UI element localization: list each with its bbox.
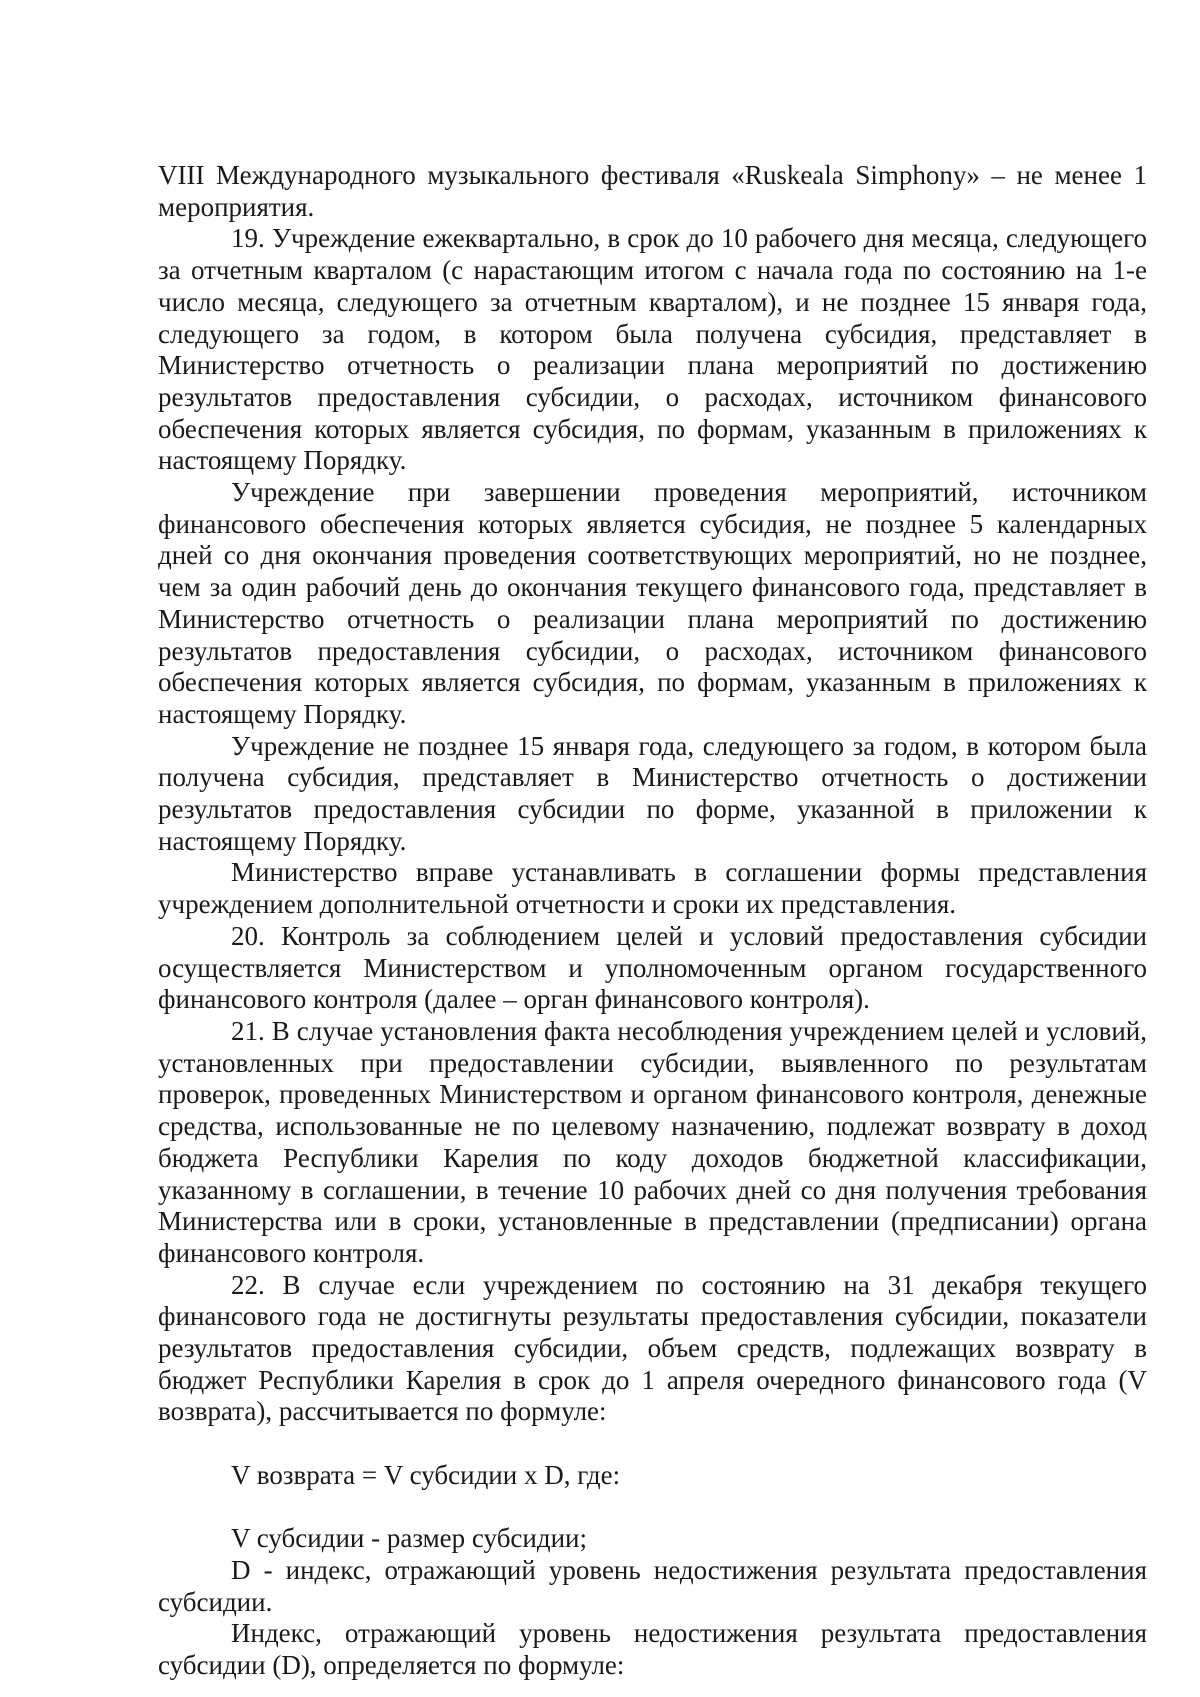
blank-line bbox=[158, 1428, 1147, 1460]
paragraph-clause-21: 21. В случае установления факта несоблюдения учреждением целей и условий, установленных при предоставлении субсидии, выявленного по результатам проверок, проведенных Министерством и органом финансового контроля, денежные средства, использованные не по целевому назначению, подлежат возврату в доход бюджета Республики Карелия по коду доходов бюджетной классификации, указанному в соглашении, в течение 10 рабочих дней со дня получения требования Министерства или в сроки, установленные в представлении (предписании) органа финансового контроля. bbox=[158, 1015, 1147, 1268]
definition-d-index: D - индекс, отражающий уровень недостижения результата предоставления субсидии. bbox=[158, 1554, 1147, 1617]
blank-line bbox=[158, 1492, 1147, 1524]
paragraph-clause-19: 19. Учреждение ежеквартально, в срок до 10 рабочего дня месяца, следующего за отчетным кварталом (с нарастающим итогом с начала года по состоянию на 1-е число месяца, следующего за отчетным кварталом), и не позднее 15 января года, следующего за годом, в котором была получена субсидия, представляет в Министерство отчетность о реализации плана мероприятий по достижению результатов предоставления субсидии, о расходах, источником финансового обеспечения которых является субсидия, по формам, указанным в приложениях к настоящему Порядку. bbox=[158, 223, 1147, 476]
document-body bbox=[158, 160, 1147, 1682]
paragraph-clause-20: 20. Контроль за соблюдением целей и условий предоставления субсидии осуществляется Министерством и уполномоченным органом государственного финансового контроля (далее – орган финансового контроля). bbox=[158, 920, 1147, 1015]
formula-refund: V возврата = V субсидии x D, где: bbox=[231, 1459, 621, 1490]
paragraph-index-formula-intro: Индекс, отражающий уровень недостижения результата предоставления субсидии (D), определяется по формуле: bbox=[158, 1618, 1147, 1681]
definition-v-subsidy: V субсидии - размер субсидии; bbox=[231, 1523, 587, 1554]
paragraph-annual-results-reporting: Учреждение не позднее 15 января года, следующего за годом, в котором была получена субсидия, представляет в Министерство отчетность о достижении результатов предоставления субсидии по форме, указанной в приложении к настоящему Порядку. bbox=[158, 730, 1147, 856]
paragraph-event-completion-reporting: Учреждение при завершении проведения мероприятий, источником финансового обеспечения которых является субсидия, не позднее 5 календарных дней со дня окончания проведения соответствующих мероприятий, но не позднее, чем за один рабочий день до окончания текущего финансового года, представляет в Министерство отчетность о реализации плана мероприятий по достижению результатов предоставления субсидии, о расходах, источником финансового обеспечения которых является субсидия, по формам, указанным в приложениях к настоящему Порядку. bbox=[158, 477, 1147, 729]
paragraph-clause-22: 22. В случае если учреждением по состоянию на 31 декабря текущего финансового года не достигнуты результаты предоставления субсидии, показатели результатов предоставления субсидии, объем средств, подлежащих возврату в бюджет Республики Карелия в срок до 1 апреля очередного финансового года (V возврата), рассчитывается по формуле: bbox=[158, 1269, 1147, 1427]
paragraph-additional-reporting: Министерство вправе устанавливать в соглашении формы представления учреждением дополнительной отчетности и сроки их представления. bbox=[158, 857, 1147, 920]
paragraph-festival-continuation: VIII Международного музыкального фестиваля «Ruskeala Simphony» – не менее 1 мероприятия. bbox=[158, 160, 1147, 222]
